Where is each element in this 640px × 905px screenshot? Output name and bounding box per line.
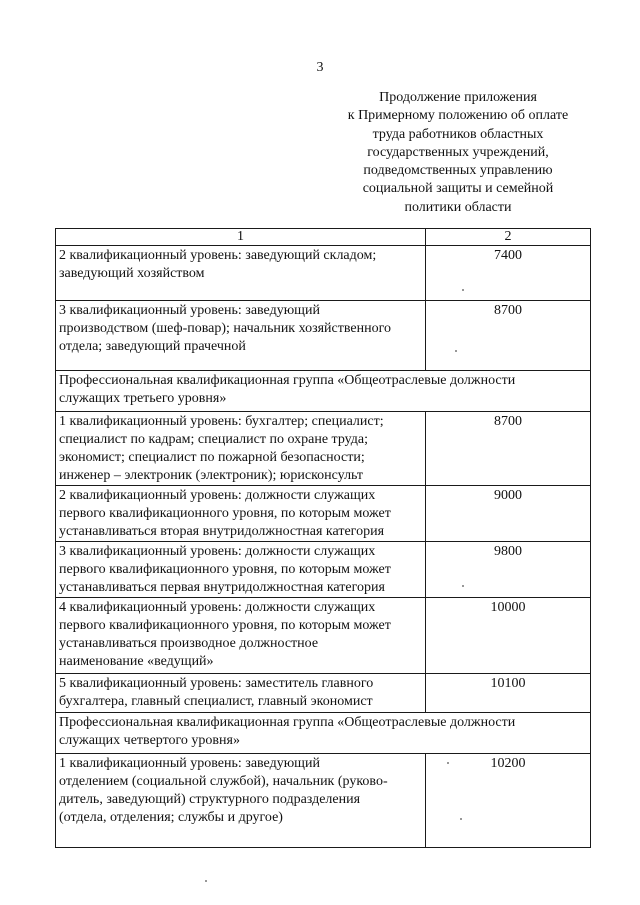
header-note-line: Продолжение приложения (379, 90, 537, 105)
table-row (56, 412, 591, 486)
qualification-group-title (56, 371, 591, 412)
group-title-line: служащих третьего уровня» (59, 391, 227, 406)
position-line: экономист; специалист по пожарной безопасности; (59, 450, 365, 465)
scan-speck (462, 289, 464, 291)
table-row (56, 674, 591, 713)
salary-cell: 8700 (426, 301, 591, 371)
salary-cell: 9800 (426, 542, 591, 598)
position-line: отделением (социальной службой), начальник (руково- (59, 774, 388, 789)
salary-cell: 9000 (426, 486, 591, 542)
salary-cell: 8700 (426, 412, 591, 486)
position-line: 1 квалификационный уровень: бухгалтер; специалист; (59, 414, 384, 429)
position-line: первого квалификационного уровня, по которым может (59, 618, 391, 633)
group-title-line: служащих четвертого уровня» (59, 733, 240, 748)
position-line: инженер – электроник (электроник); юрисконсульт (59, 468, 364, 483)
group-title-line: Профессиональная квалификационная группа «Общеотраслевые должности (59, 715, 516, 730)
header-note-line: государственных учреждений, (367, 144, 549, 160)
position-cell (56, 412, 426, 486)
table-row (56, 754, 591, 848)
scan-speck (455, 350, 457, 352)
position-line: специалист по кадрам; специалист по охране труда; (59, 432, 368, 447)
header-note-line: социальной защиты и семейной (362, 181, 554, 197)
table-header-row (56, 229, 591, 246)
salary-cell: 10000 (426, 598, 591, 674)
position-line: 2 квалификационный уровень: заведующий складом; (59, 248, 377, 263)
salary-cell: 10100 (426, 674, 591, 713)
header-note-line: политики области (404, 199, 512, 215)
position-cell (56, 598, 426, 674)
position-line: первого квалификационного уровня, по которым может (59, 506, 391, 521)
table-row (56, 486, 591, 542)
position-line: наименование «ведущий» (59, 654, 214, 669)
position-line: 3 квалификационный уровень: заведующий (59, 303, 320, 318)
position-line: 1 квалификационный уровень: заведующий (59, 756, 320, 771)
position-line: 2 квалификационный уровень: должности служащих (59, 488, 376, 503)
position-cell (56, 754, 426, 848)
position-cell (56, 301, 426, 371)
group-header-row (56, 371, 591, 412)
page-number: 3 (316, 60, 324, 75)
position-line: бухгалтера, главный специалист, главный экономист (59, 694, 373, 709)
position-line: устанавливаться первая внутридолжностная категория (59, 580, 385, 595)
qualification-group-title (56, 713, 591, 754)
position-cell (56, 674, 426, 713)
position-cell (56, 246, 426, 301)
appendix-header-note (318, 89, 598, 217)
position-line: отдела; заведующий прачечной (59, 339, 246, 354)
position-line: 3 квалификационный уровень: должности служащих (59, 544, 376, 559)
position-cell (56, 542, 426, 598)
position-line: производством (шеф-повар); начальник хозяйственного (59, 321, 391, 336)
scan-speck (460, 818, 462, 820)
position-line: устанавливаться производное должностное (59, 636, 319, 651)
salary-cell: 10200 (426, 754, 591, 848)
column-header-1: 1 (56, 229, 426, 246)
position-line: 5 квалификационный уровень: заместитель главного (59, 676, 374, 691)
position-line: первого квалификационного уровня, по которым может (59, 562, 391, 577)
position-line: (отдела, отделения; службы и другое) (59, 810, 283, 825)
position-line: дитель, заведующий) структурного подразделения (59, 792, 361, 807)
header-note-line: к Примерному положению об оплате (347, 108, 569, 124)
column-header-2: 2 (426, 229, 591, 246)
table-row (56, 246, 591, 301)
table-row (56, 598, 591, 674)
group-header-row (56, 713, 591, 754)
position-line: заведующий хозяйством (59, 266, 205, 281)
scan-speck (462, 585, 464, 587)
position-line: устанавливаться вторая внутридолжностная категория (59, 524, 385, 539)
table-row (56, 301, 591, 371)
table-row (56, 542, 591, 598)
header-note-line: подведомственных управлению (363, 163, 553, 179)
scan-speck (205, 880, 207, 882)
group-title-line: Профессиональная квалификационная группа «Общеотраслевые должности (59, 373, 516, 388)
salary-table (55, 228, 591, 848)
salary-cell: 7400 (426, 246, 591, 301)
scan-speck (447, 762, 449, 764)
header-note-line: труда работников областных (372, 126, 544, 142)
position-cell (56, 486, 426, 542)
position-line: 4 квалификационный уровень: должности служащих (59, 600, 376, 615)
